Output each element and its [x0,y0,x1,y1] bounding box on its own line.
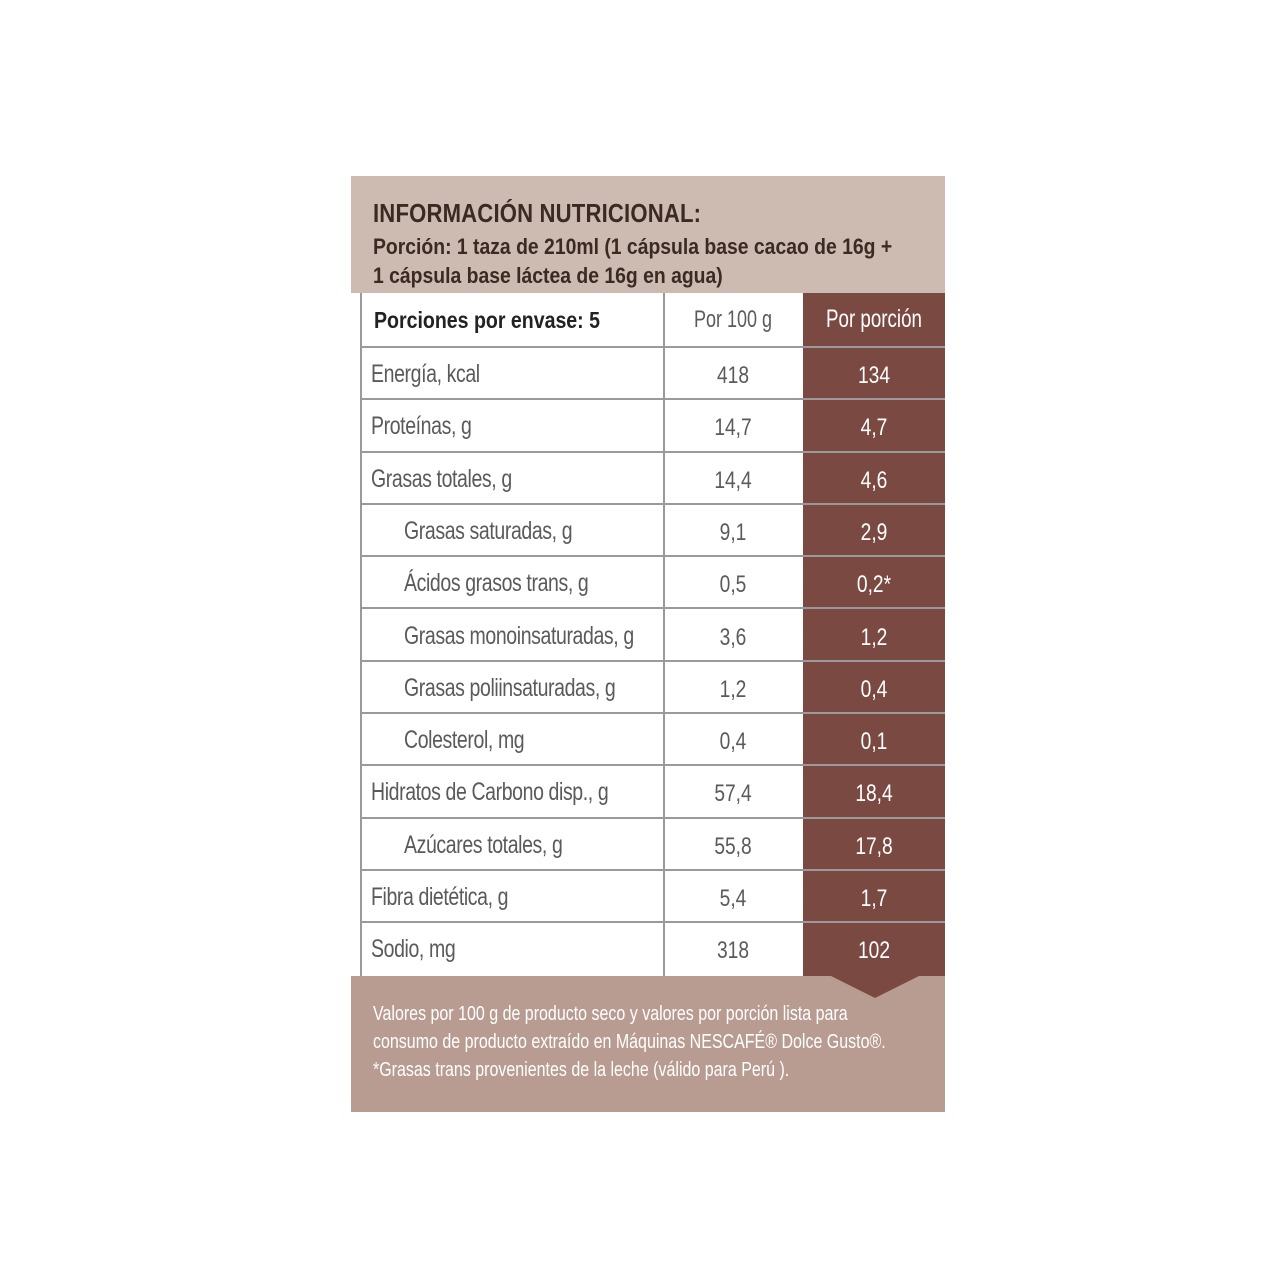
table-row [360,348,945,400]
value-per-100g: 14,7 [714,414,752,442]
value-per-portion: 134 [857,362,891,389]
nutrition-footer [351,976,945,1112]
value-per-100g: 3,6 [719,623,747,651]
footer-line-1: Valores por 100 g de producto seco y valores por porción lista para [373,1003,848,1025]
nutrient-label: Proteínas, g [371,412,472,441]
nutrition-table [351,293,945,976]
value-per-100g: 57,4 [714,780,752,808]
table-row [360,610,945,662]
nutrition-facts-panel [351,176,945,1112]
value-per-portion: 4,6 [860,466,888,494]
table-header-row [360,293,945,348]
value-per-100g: 9,1 [719,518,747,546]
nutrition-header [351,176,945,293]
value-per-100g: 418 [716,362,750,389]
nutrient-label: Sodio, mg [371,935,456,964]
portion-description [373,232,945,290]
footer-pointer [831,976,919,998]
table-row [360,766,945,818]
nutrient-label: Colesterol, mg [404,726,525,755]
footer-line-2: consumo de producto extraído en Máquinas NESCAFÉ® Dolce Gusto®. [373,1031,886,1053]
nutrient-label: Hidratos de Carbono disp., g [371,778,609,807]
table-row [360,505,945,557]
nutrient-label: Energía, kcal [371,360,480,388]
value-per-100g: 318 [716,937,750,965]
nutrient-label: Grasas monoinsaturadas, g [404,621,634,650]
value-per-portion: 4,7 [860,414,888,442]
table-row [360,819,945,871]
value-per-portion: 0,2* [856,571,892,599]
value-per-100g: 14,4 [714,466,752,494]
value-per-portion: 17,8 [855,832,893,860]
value-per-100g: 0,4 [719,728,747,756]
footer-line-3: *Grasas trans provenientes de la leche (válido para Perú ). [373,1059,790,1081]
table-row [360,662,945,714]
nutrient-label: Ácidos grasos trans, g [404,569,589,598]
footer-note [373,1000,917,1084]
table-row [360,714,945,766]
nutrient-label: Azúcares totales, g [404,830,563,859]
value-per-portion: 0,1 [860,728,888,756]
nutrient-label: Grasas totales, g [371,464,512,493]
table-row [360,400,945,452]
column-header-per-100g: Por 100 g [693,306,773,333]
value-per-portion: 1,2 [860,623,888,651]
table-row [360,923,945,975]
portion-line-2: 1 cápsula base láctea de 16g en agua) [373,263,723,288]
value-per-portion: 18,4 [855,780,893,808]
value-per-100g: 0,5 [719,571,747,599]
nutrient-label: Grasas poliinsaturadas, g [404,673,616,702]
value-per-portion: 2,9 [860,518,888,546]
value-per-100g: 5,4 [719,885,747,912]
table-row [360,871,945,923]
value-per-100g: 55,8 [714,832,752,860]
value-per-100g: 1,2 [719,675,747,703]
portion-line-1: Porción: 1 taza de 210ml (1 cápsula base cacao de 16g + [373,234,893,259]
column-header-per-portion: Por porción [826,305,922,333]
value-per-portion: 1,7 [860,885,888,912]
nutrition-title: INFORMACIÓN NUTRICIONAL: [373,198,702,228]
servings-per-container: Porciones por envase: 5 [374,307,601,333]
table-row [360,453,945,505]
nutrient-label: Grasas saturadas, g [404,516,573,545]
value-per-portion: 102 [857,937,891,965]
nutrient-label: Fibra dietética, g [371,883,509,911]
table-row [360,557,945,609]
value-per-portion: 0,4 [860,675,888,703]
